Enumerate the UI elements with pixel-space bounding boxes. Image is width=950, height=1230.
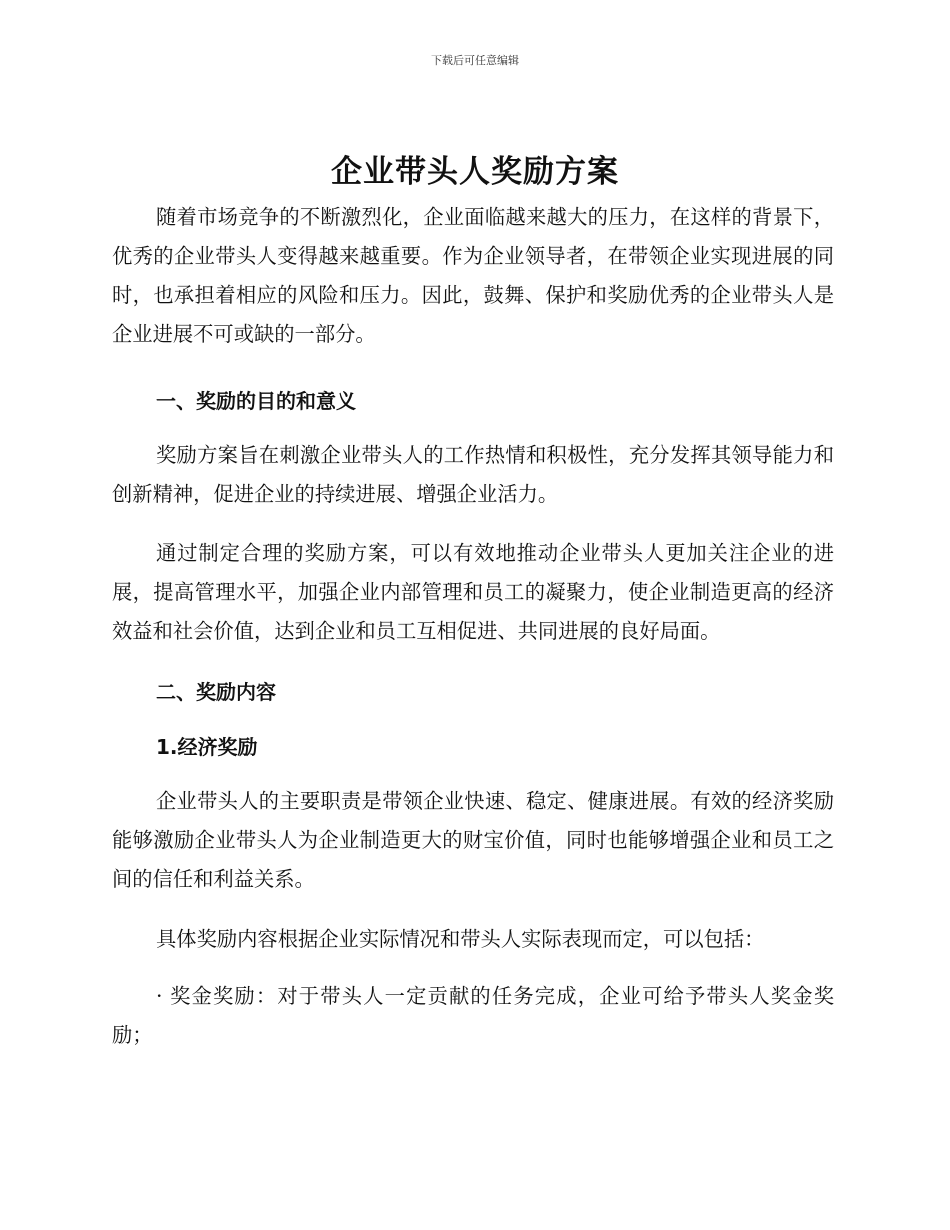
section-2-body bbox=[112, 782, 834, 899]
section-2-bullets bbox=[112, 977, 834, 1055]
section-1-paragraph-1: 奖励方案旨在刺激企业带头人的工作热情和积极性，充分发挥其领导能力和创新精神，促进企业的持续进展、增强企业活力。 bbox=[112, 443, 834, 506]
section-1-body bbox=[112, 436, 834, 514]
section-1-heading: 一、奖励的目的和意义 bbox=[156, 389, 356, 413]
section-1-paragraph-2: 通过制定合理的奖励方案，可以有效地推动企业带头人更加关注企业的进展，提高管理水平，加强企业内部管理和员工的凝聚力，使企业制造更高的经济效益和社会价值，达到企业和员工互相促进、共同进展的良好局面。 bbox=[112, 541, 834, 643]
section-2-body-2 bbox=[112, 920, 834, 959]
section-1-body-2 bbox=[112, 534, 834, 651]
section-2-paragraph-1: 企业带头人的主要职责是带领企业快速、稳定、健康进展。有效的经济奖励能够激励企业带头人为企业制造更大的财宝价值，同时也能够增强企业和员工之间的信任和利益关系。 bbox=[112, 789, 834, 891]
document-body bbox=[112, 198, 834, 354]
intro-paragraph: 随着市场竞争的不断激烈化，企业面临越来越大的压力，在这样的背景下，优秀的企业带头人变得越来越重要。作为企业领导者，在带领企业实现进展的同时，也承担着相应的风险和压力。因此，鼓舞、保护和奖励优秀的企业带头人是企业进展不可或缺的一部分。 bbox=[112, 205, 834, 346]
section-2-sub bbox=[112, 728, 834, 767]
section-2 bbox=[112, 673, 834, 712]
page-header-note: 下载后可任意编辑 bbox=[431, 54, 519, 67]
section-1 bbox=[112, 382, 834, 421]
section-2-heading: 二、奖励内容 bbox=[156, 680, 276, 704]
section-2-paragraph-2: 具体奖励内容根据企业实际情况和带头人实际表现而定，可以包括： bbox=[156, 927, 765, 951]
bullet-item: · 奖金奖励：对于带头人一定贡献的任务完成，企业可给予带头人奖金奖励； bbox=[112, 984, 834, 1047]
document-title: 企业带头人奖励方案 bbox=[331, 154, 619, 190]
section-2-subheading: 1.经济奖励 bbox=[156, 735, 258, 759]
